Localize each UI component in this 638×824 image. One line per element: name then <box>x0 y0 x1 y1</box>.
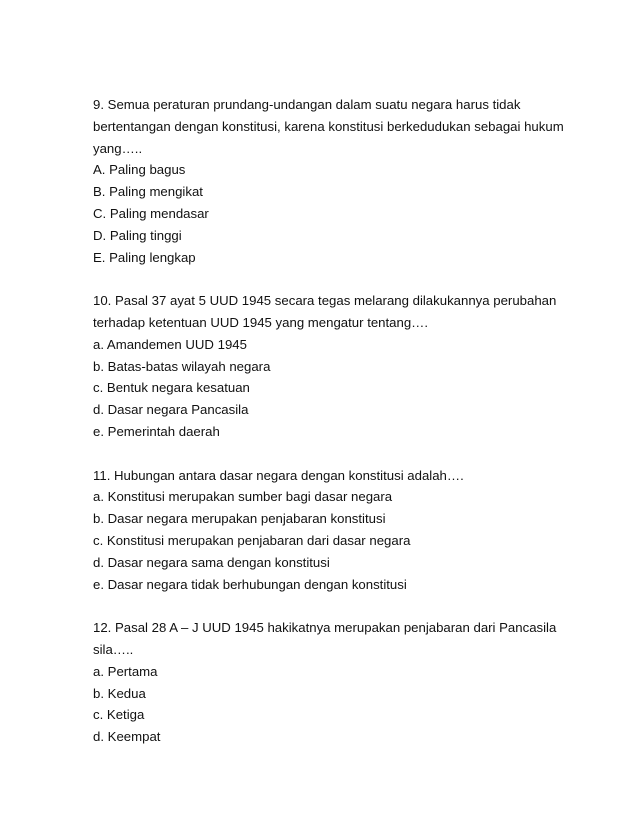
question-text-line: yang….. <box>93 140 143 156</box>
question-text-line: 11. Hubungan antara dasar negara dengan konstitusi adalah…. <box>93 467 464 483</box>
answer-option: a. Amandemen UUD 1945 <box>93 336 247 352</box>
answer-option: a. Pertama <box>93 663 158 679</box>
answer-option: B. Paling mengikat <box>93 184 203 200</box>
answer-option: b. Kedua <box>93 685 146 701</box>
answer-option: e. Pemerintah daerah <box>93 423 220 439</box>
answer-option: e. Dasar negara tidak berhubungan dengan konstitusi <box>93 576 407 592</box>
question-10 <box>93 290 593 443</box>
question-text-line: terhadap ketentuan UUD 1945 yang mengatur tentang…. <box>93 314 429 330</box>
answer-option: b. Batas-batas wilayah negara <box>93 358 271 374</box>
answer-option: A. Paling bagus <box>93 162 186 178</box>
answer-option: b. Dasar negara merupakan penjabaran konstitusi <box>93 511 386 527</box>
answer-option: C. Paling mendasar <box>93 205 209 221</box>
answer-option: d. Dasar negara Pancasila <box>93 402 249 418</box>
question-11 <box>93 465 593 596</box>
question-text-line: sila….. <box>93 641 134 657</box>
question-text-line: 9. Semua peraturan prundang-undangan dalam suatu negara harus tidak <box>93 97 521 112</box>
question-text-line: 10. Pasal 37 ayat 5 UUD 1945 secara tegas melarang dilakukannya perubahan <box>93 293 557 309</box>
answer-option: a. Konstitusi merupakan sumber bagi dasar negara <box>93 489 393 505</box>
answer-option: c. Bentuk negara kesatuan <box>93 380 250 396</box>
answer-option: E. Paling lengkap <box>93 249 196 265</box>
document-page <box>93 94 593 748</box>
answer-option: d. Keempat <box>93 729 161 745</box>
question-text-line: 12. Pasal 28 A – J UUD 1945 hakikatnya merupakan penjabaran dari Pancasila <box>93 620 557 636</box>
answer-option: c. Ketiga <box>93 707 145 723</box>
question-9 <box>93 94 593 268</box>
question-text-line: bertentangan dengan konstitusi, karena konstitusi berkedudukan sebagai hukum <box>93 118 564 134</box>
answer-option: D. Paling tinggi <box>93 227 182 243</box>
answer-option: c. Konstitusi merupakan penjabaran dari dasar negara <box>93 532 411 548</box>
answer-option: d. Dasar negara sama dengan konstitusi <box>93 554 330 570</box>
question-12 <box>93 617 593 748</box>
